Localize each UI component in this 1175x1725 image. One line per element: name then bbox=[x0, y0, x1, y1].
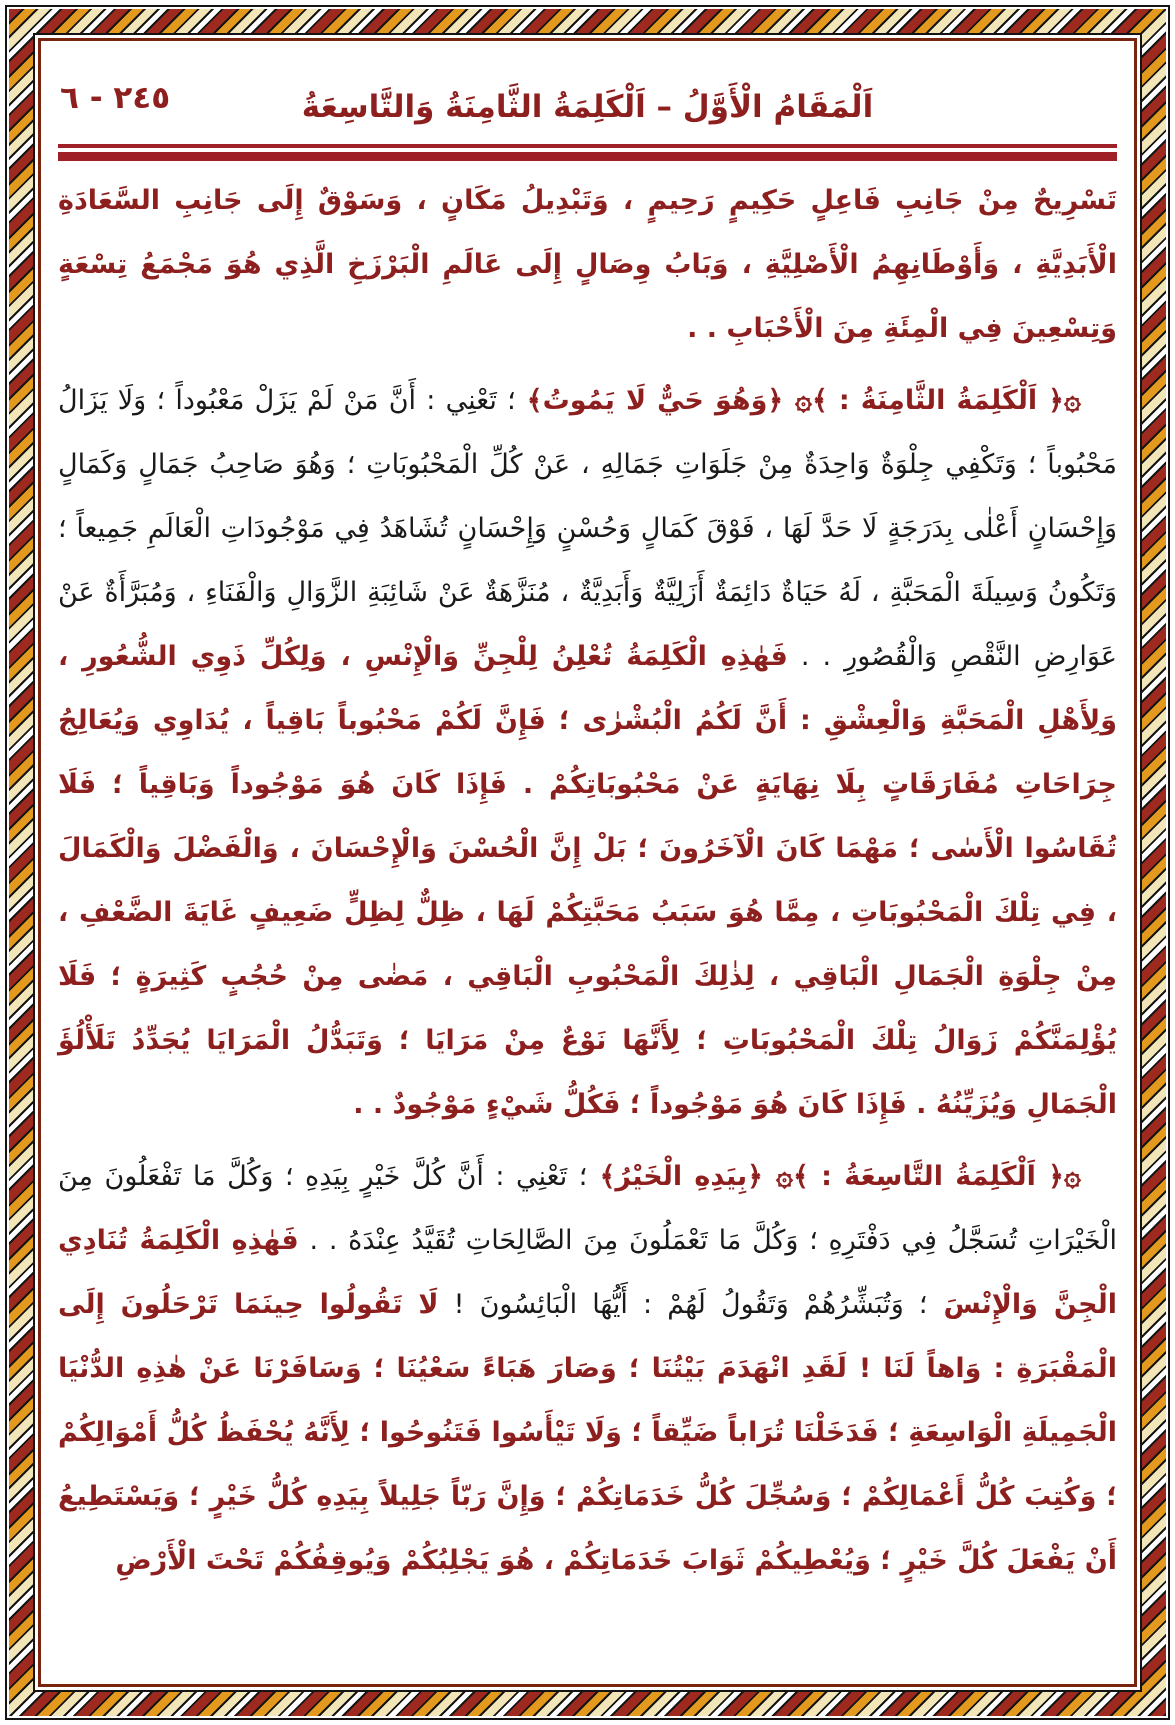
heading-ornament-icon: ۞ bbox=[783, 382, 812, 416]
text-segment: لَا تَقُولُوا حِينَمَا تَرْحَلُونَ إِلَى الْمَقْبَرَةِ : وَاهاً لَنَا ! لَقَدِ انْهَدَمَ بَيْتُنَا ؛ وَصَارَ هَبَاءً سَعْيُنَا ؛ وَسَافَرْنَا عَنْ هٰذِهِ الدُّنْيَا الْجَمِيلَةِ الْوَاسِعَةِ ؛ فَدَخَلْنَا تُرَاباً ضَيِّقاً ؛ وَلَا تَيْأَسُوا فَتَنُوحُوا ؛ لِأَنَّهُ يُحْفَظُ كُلُّ أَمْوَالِكُمْ ؛ وَكُتِبَ كُلُّ أَعْمَالِكُمْ ؛ وَسُجِّلَ كُلُّ خَدَمَاتِكُمْ ؛ وَإِنَّ رَبّاً جَلِيلاً بِيَدِهِ كُلُّ خَيْرٍ ؛ وَيَسْتَطِيعُ أَنْ يَفْعَلَ كُلَّ خَيْرٍ ؛ وَيُعْطِيكُمْ ثَوَابَ خَدَمَاتِكُمْ ، هُوَ يَجْلِبُكُمْ وَيُوقِفُكُمْ تَحْتَ الْأَرْضِ bbox=[58, 1289, 1117, 1576]
text-segment: ؛ تَعْنِي : أَنَّ مَنْ لَمْ يَزَلْ مَعْبُوداً ؛ وَلَا يَزَالُ مَحْبُوباً ؛ وَتَكْفِي جِلْوَةٌ وَاحِدَةٌ مِنْ جَلَوَاتِ جَمَالِهِ ، عَنْ كُلِّ الْمَحْبُوبَاتِ ؛ وَهُوَ صَاحِبُ جَمَالٍ وَكَمَالٍ وَإِحْسَانٍ أَعْلٰى بِدَرَجَةٍ لَا حَدَّ لَهَا ، فَوْقَ كَمَالٍ وَحُسْنٍ وَإِحْسَانٍ تُشَاهَدُ فِي مَوْجُودَاتِ الْعَالَمِ جَمِيعاً ؛ وَتَكُونُ وَسِيلَةَ الْمَحَبَّةِ ، لَهُ حَيَاةٌ دَائِمَةٌ أَزَلِيَّةٌ وَأَبَدِيَّةٌ ، مُنَزَّهَةٌ عَنْ شَائِبَةِ الزَّوَالِ وَالْفَنَاءِ ، وَمُبَرَّأَةٌ عَنْ عَوَارِضِ النَّقْصِ وَالْقُصُورِ . . bbox=[58, 385, 1117, 672]
text-segment: ﴿وَهُوَ حَيٌّ لَا يَمُوتُ﴾ bbox=[515, 385, 784, 416]
page-number: ٢٤٥ - ٦ bbox=[60, 80, 171, 116]
body-text bbox=[58, 169, 1117, 1593]
heading-ornament-icon: ۞ bbox=[762, 1158, 793, 1192]
text-segment: ﴿ اَلْكَلِمَةُ التَّاسِعَةُ : ﴾ bbox=[792, 1161, 1064, 1192]
header-divider bbox=[58, 144, 1117, 161]
paragraph bbox=[58, 169, 1117, 361]
page-content bbox=[58, 50, 1117, 1679]
page-title: اَلْمَقَامُ الْأَوَّلُ – اَلْكَلِمَةُ الثَّامِنَةُ وَالتَّاسِعَةُ bbox=[301, 89, 874, 125]
heading-ornament-icon: ۞ bbox=[1064, 382, 1081, 416]
text-segment: فَهٰذِهِ الْكَلِمَةُ تُنَادِي الْجِنَّ وَالْإِنْسَ bbox=[58, 1225, 1117, 1320]
paragraph bbox=[58, 1143, 1117, 1593]
text-segment: ؛ وَتُبَشِّرُهُمْ وَتَقُولُ لَهُمْ : أَيُّهَا الْبَائِسُونَ ! bbox=[438, 1289, 928, 1320]
text-segment: ﴿بِيَدِهِ الْخَيْرُ﴾ bbox=[587, 1161, 763, 1192]
divider-thick-rule bbox=[58, 152, 1117, 161]
text-segment: ﴿ اَلْكَلِمَةُ الثَّامِنَةُ : ﴾ bbox=[812, 385, 1064, 416]
heading-ornament-icon: ۞ bbox=[1064, 1158, 1081, 1192]
paragraph bbox=[58, 367, 1117, 1137]
text-segment: ؛ تَعْنِي : أَنَّ كُلَّ خَيْرٍ بِيَدِهِ ؛ وَكُلَّ مَا تَفْعَلُونَ مِنَ الْخَيْرَاتِ تُسَجَّلُ فِي دَفْتَرِهِ ؛ وَكُلَّ مَا تَعْمَلُونَ مِنَ الصَّالِحَاتِ تُقَيَّدُ عِنْدَهُ . . bbox=[58, 1161, 1117, 1256]
text-segment: فَهٰذِهِ الْكَلِمَةُ تُعْلِنُ لِلْجِنِّ وَالْإِنْسِ ، وَلِكُلِّ ذَوِي الشُّعُورِ ، وَلِأَهْلِ الْمَحَبَّةِ وَالْعِشْقِ : أَنَّ لَكُمُ الْبُشْرٰى ؛ فَإِنَّ لَكُمْ مَحْبُوباً بَاقِياً ، يُدَاوِي وَيُعَالِجُ جِرَاحَاتِ مُفَارَقَاتٍ بِلَا نِهَايَةٍ عَنْ مَحْبُوبَاتِكُمْ . فَإِذَا كَانَ هُوَ مَوْجُوداً وَبَاقِياً ؛ فَلَا تُقَاسُوا الْأَسٰى ؛ مَهْمَا كَانَ الْآخَرُونَ ؛ بَلْ إِنَّ الْحُسْنَ وَالْإِحْسَانَ ، وَالْفَضْلَ وَالْكَمَالَ ، فِي تِلْكَ الْمَحْبُوبَاتِ ، مِمَّا هُوَ سَبَبُ مَحَبَّتِكُمْ لَهَا ، ظِلٌّ لِظِلٍّ ضَعِيفٍ غَايَةَ الضَّعْفِ ، مِنْ جِلْوَةِ الْجَمَالِ الْبَاقِي ، لِذٰلِكَ الْمَحْبُوبِ الْبَاقِي ، مَضٰى مِنْ حُجُبٍ كَثِيرَةٍ ؛ فَلَا يُؤْلِمَنَّكُمْ زَوَالُ تِلْكَ الْمَحْبُوبَاتِ ؛ لِأَنَّهَا نَوْعٌ مِنْ مَرَايَا ؛ وَتَبَدُّلُ الْمَرَايَا يُجَدِّدُ تَلَأْلُؤَ الْجَمَالِ وَيُزَيِّنُهُ . فَإِذَا كَانَ هُوَ مَوْجُوداً ؛ فَكُلُّ شَيْءٍ مَوْجُودٌ . . bbox=[58, 641, 1117, 1120]
page-header bbox=[58, 76, 1117, 138]
text-segment: تَسْرِيحٌ مِنْ جَانِبِ فَاعِلٍ حَكِيمٍ رَحِيمٍ ، وَتَبْدِيلُ مَكَانٍ ، وَسَوْقٌ إِلَى جَانِبِ السَّعَادَةِ الْأَبَدِيَّةِ ، وَأَوْطَانِهِمُ الْأَصْلِيَّةِ ، وَبَابُ وِصَالٍ إِلَى عَالَمِ الْبَرْزَخِ الَّذِي هُوَ مَجْمَعُ تِسْعَةٍ وَتِسْعِينَ فِي الْمِئَةِ مِنَ الْأَحْبَابِ . . bbox=[58, 185, 1117, 344]
